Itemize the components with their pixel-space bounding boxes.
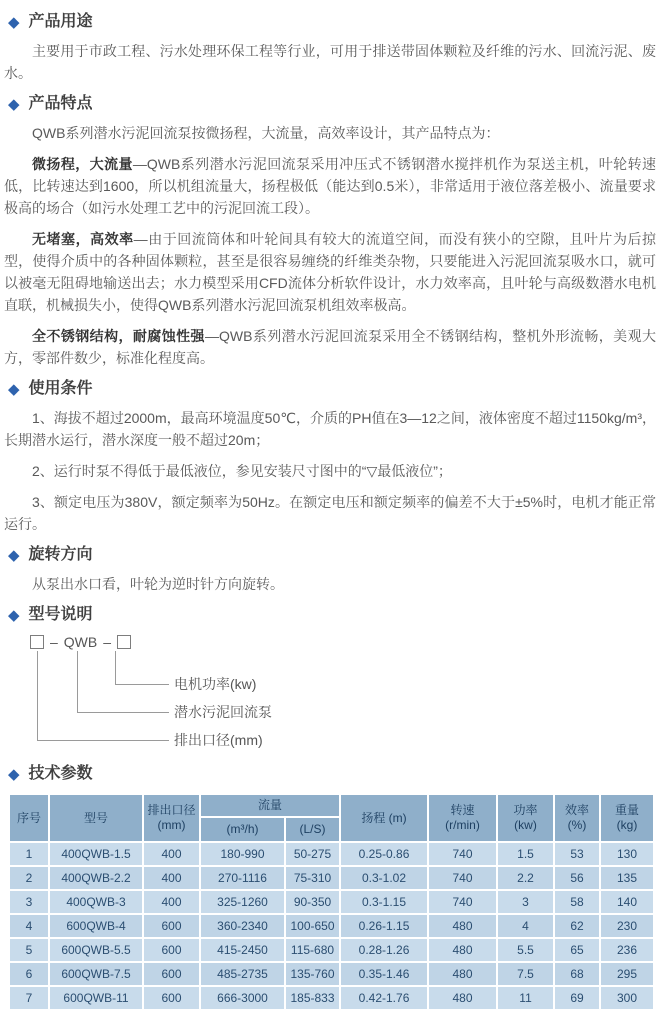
feature-text: —由于回流筒体和叶轮间具有较大的流道空间，而没有狭小的空隙，且叶片为后掠型，使得介质中的各种固体颗粒，甚至是很容易缠绕的纤维类杂物，只要能进入污泥回流泵吸水口，就可以被毫无阻碍地输送出去；水力模型采用CFD流体分析软件设计，水力效率高，且叶轮与高级数潜水电机直联，机械损失小，使得QWB系列潜水污泥回流泵机组效率极高。 — [4, 231, 657, 313]
diamond-bullet-icon: ◆ — [8, 546, 20, 564]
table-cell: 2.2 — [497, 866, 554, 890]
diamond-bullet-icon: ◆ — [8, 606, 20, 624]
spec-table — [8, 793, 655, 1011]
condition-item: 3、额定电压为380V，额定频率为50Hz。在额定电压和额定频率的偏差不大于±5%时，电机才能正常运行。 — [4, 494, 656, 532]
diamond-bullet-icon: ◆ — [8, 380, 20, 398]
table-cell: 480 — [428, 938, 497, 962]
table-cell: 140 — [600, 890, 654, 914]
table-cell: 236 — [600, 938, 654, 962]
table-cell: 0.28-1.26 — [340, 938, 428, 962]
col-header-power-unit: (kw) — [514, 818, 537, 832]
table-cell: 180-990 — [200, 842, 285, 866]
table-cell: 75-310 — [285, 866, 340, 890]
table-cell: 135 — [600, 866, 654, 890]
condition-item: 2、运行时泵不得低于最低液位，参见安装尺寸图中的“▽最低液位”； — [32, 463, 452, 479]
table-row — [9, 986, 654, 1010]
feature-text: —QWB系列潜水污泥回流泵采用冲压式不锈钢潜水搅拌机作为泵送主机，叶轮转速低，比转速达到1600，所以机组流量大，扬程极低（能达到0.5米），非常适用于液位落差极小、流量要求极高的场合（如污水处理工艺中的污泥回流工段）。 — [4, 156, 656, 216]
table-cell: 600QWB-7.5 — [49, 962, 143, 986]
section-title-usage: 产品用途 — [28, 13, 93, 30]
model-series-code: QWB — [63, 634, 98, 650]
table-cell: 400QWB-2.2 — [49, 866, 143, 890]
table-cell: 400 — [143, 890, 200, 914]
section-heading-specs — [8, 763, 658, 785]
feature-lead: 微扬程，大流量 — [32, 156, 133, 172]
feature-paragraph — [2, 325, 658, 369]
table-cell: 485-2735 — [200, 962, 285, 986]
section-heading-features — [8, 93, 658, 115]
table-cell: 115-680 — [285, 938, 340, 962]
col-header-weight-unit: (kg) — [616, 818, 638, 832]
spec-table-body — [9, 842, 654, 1010]
model-dash: – — [50, 634, 58, 650]
section-heading-rotation — [8, 544, 658, 566]
table-cell: 666-3000 — [200, 986, 285, 1010]
table-cell: 0.26-1.15 — [340, 914, 428, 938]
section-heading-model — [8, 604, 658, 626]
table-cell: 400QWB-1.5 — [49, 842, 143, 866]
table-cell: 600QWB-11 — [49, 986, 143, 1010]
feature-text: —QWB系列潜水污泥回流泵采用全不锈钢结构，整机外形流畅，美观大方，零部件数少，标准化程度高。 — [4, 328, 656, 366]
col-header-no: 序号 — [9, 794, 49, 842]
col-header-head: 扬程 (m) — [340, 794, 428, 842]
model-label-pump-type: 潜水污泥回流泵 — [174, 704, 272, 720]
table-row — [9, 914, 654, 938]
table-cell: 740 — [428, 866, 497, 890]
section-title-conditions: 使用条件 — [28, 380, 93, 397]
table-cell: 185-833 — [285, 986, 340, 1010]
table-row — [9, 938, 654, 962]
table-cell: 53 — [554, 842, 600, 866]
table-cell: 4 — [9, 914, 49, 938]
table-row — [9, 890, 654, 914]
col-header-efficiency-name: 效率 — [565, 803, 590, 817]
table-cell: 600 — [143, 962, 200, 986]
table-row — [9, 866, 654, 890]
table-row — [9, 962, 654, 986]
diamond-bullet-icon: ◆ — [8, 13, 20, 31]
table-cell: 270-1116 — [200, 866, 285, 890]
section-title-features: 产品特点 — [28, 95, 93, 112]
col-header-outlet-unit: (mm) — [157, 818, 186, 832]
table-cell: 480 — [428, 962, 497, 986]
table-cell: 300 — [600, 986, 654, 1010]
table-cell: 400 — [143, 842, 200, 866]
table-cell: 0.42-1.76 — [340, 986, 428, 1010]
table-cell: 62 — [554, 914, 600, 938]
col-header-outlet — [143, 794, 200, 842]
col-header-efficiency — [554, 794, 600, 842]
table-cell: 5 — [9, 938, 49, 962]
table-cell: 600 — [143, 986, 200, 1010]
col-header-flow-m3h: (m³/h) — [200, 817, 285, 842]
table-cell: 7 — [9, 986, 49, 1010]
feature-paragraph — [2, 228, 658, 316]
col-header-model: 型号 — [49, 794, 143, 842]
section-title-specs: 技术参数 — [28, 765, 93, 782]
features-intro: QWB系列潜水污泥回流泵按微扬程，大流量，高效率设计，其产品特点为： — [32, 125, 500, 141]
section-title-rotation: 旋转方向 — [28, 546, 93, 563]
col-header-outlet-name: 排出口径 — [147, 803, 196, 817]
table-cell: 2 — [9, 866, 49, 890]
section-heading-conditions — [8, 378, 658, 400]
table-cell: 135-760 — [285, 962, 340, 986]
table-cell: 4 — [497, 914, 554, 938]
table-cell: 1.5 — [497, 842, 554, 866]
table-cell: 295 — [600, 962, 654, 986]
table-cell: 58 — [554, 890, 600, 914]
model-label-outlet-diameter: 排出口径(mm) — [174, 732, 263, 748]
col-header-efficiency-unit: (%) — [567, 818, 587, 832]
table-cell: 0.35-1.46 — [340, 962, 428, 986]
table-cell: 68 — [554, 962, 600, 986]
model-label-motor-power: 电机功率(kw) — [174, 676, 257, 692]
table-cell: 600 — [143, 938, 200, 962]
feature-lead: 全不锈钢结构，耐腐蚀性强 — [32, 328, 205, 344]
table-cell: 480 — [428, 914, 497, 938]
section-title-model: 型号说明 — [28, 606, 93, 623]
table-cell: 100-650 — [285, 914, 340, 938]
table-cell: 5.5 — [497, 938, 554, 962]
usage-paragraph: 主要用于市政工程、污水处理环保工程等行业，可用于排送带固体颗粒及纤维的污水、回流污泥、废水。 — [4, 43, 656, 81]
table-cell: 65 — [554, 938, 600, 962]
col-header-speed-name: 转速 — [450, 803, 475, 817]
table-cell: 0.3-1.15 — [340, 890, 428, 914]
table-cell: 400 — [143, 866, 200, 890]
table-cell: 400QWB-3 — [49, 890, 143, 914]
diamond-bullet-icon: ◆ — [8, 95, 20, 113]
col-header-flow-group: 流量 — [200, 794, 340, 817]
model-outlet-box — [30, 635, 44, 649]
table-cell: 7.5 — [497, 962, 554, 986]
section-heading-usage — [8, 11, 658, 33]
col-header-speed — [428, 794, 497, 842]
table-cell: 415-2450 — [200, 938, 285, 962]
model-code-diagram — [2, 634, 658, 754]
table-cell: 69 — [554, 986, 600, 1010]
table-cell: 11 — [497, 986, 554, 1010]
col-header-speed-unit: (r/min) — [445, 818, 480, 832]
table-cell: 600QWB-5.5 — [49, 938, 143, 962]
condition-item: 1、海拔不超过2000m，最高环境温度50℃，介质的PH值在3—12之间，液体密度不超过1150kg/m³，长期潜水运行，潜水深度一般不超过20m； — [4, 410, 656, 448]
col-header-weight-name: 重量 — [615, 803, 640, 817]
feature-lead: 无堵塞，高效率 — [32, 231, 134, 247]
col-header-power-name: 功率 — [513, 803, 538, 817]
table-cell: 130 — [600, 842, 654, 866]
col-header-flow-ls: (L/S) — [285, 817, 340, 842]
spec-table-head — [9, 794, 654, 842]
table-cell: 600 — [143, 914, 200, 938]
model-formula — [30, 634, 131, 650]
table-cell: 360-2340 — [200, 914, 285, 938]
col-header-power — [497, 794, 554, 842]
diamond-bullet-icon: ◆ — [8, 765, 20, 783]
model-power-box — [117, 635, 131, 649]
table-cell: 6 — [9, 962, 49, 986]
table-cell: 50-275 — [285, 842, 340, 866]
feature-paragraph — [2, 153, 658, 219]
table-cell: 600QWB-4 — [49, 914, 143, 938]
table-cell: 1 — [9, 842, 49, 866]
table-cell: 325-1260 — [200, 890, 285, 914]
table-cell: 740 — [428, 890, 497, 914]
table-cell: 0.25-0.86 — [340, 842, 428, 866]
table-cell: 3 — [497, 890, 554, 914]
col-header-weight — [600, 794, 654, 842]
table-cell: 230 — [600, 914, 654, 938]
connector-line — [115, 651, 169, 685]
table-cell: 90-350 — [285, 890, 340, 914]
table-cell: 56 — [554, 866, 600, 890]
table-cell: 740 — [428, 842, 497, 866]
rotation-paragraph: 从泵出水口看，叶轮为逆时针方向旋转。 — [32, 576, 284, 592]
table-cell: 3 — [9, 890, 49, 914]
table-cell: 0.3-1.02 — [340, 866, 428, 890]
model-dash: – — [103, 634, 112, 650]
table-row — [9, 842, 654, 866]
table-cell: 480 — [428, 986, 497, 1010]
